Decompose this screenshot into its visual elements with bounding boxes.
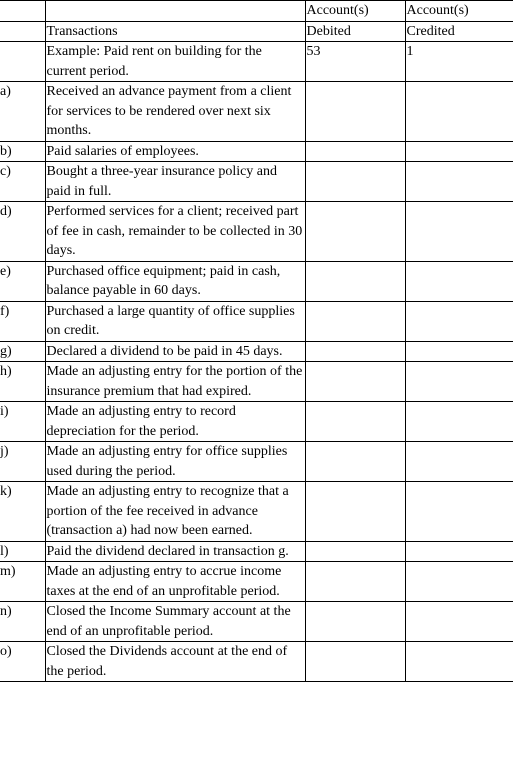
transaction-description: Paid salaries of employees. [45,141,305,162]
row-letter: i) [0,402,45,442]
debited-account-cell[interactable] [305,261,405,301]
credited-account-cell[interactable] [405,362,513,402]
row-letter: g) [0,341,45,362]
table-row [0,602,513,642]
credited-account-cell[interactable] [405,301,513,341]
row-letter: a) [0,82,45,142]
header-row-2 [0,21,513,42]
debited-account-cell[interactable] [305,541,405,562]
header-credited: Credited [405,21,513,42]
table-row [0,402,513,442]
table-row [0,442,513,482]
transaction-description: Performed services for a client; received part of fee in cash, remainder to be collected in 30 days. [45,202,305,262]
transaction-description: Made an adjusting entry for the portion of the insurance premium that had expired. [45,362,305,402]
debited-account-cell[interactable] [305,362,405,402]
table-row [0,362,513,402]
table-row [0,141,513,162]
debited-account-cell[interactable] [305,642,405,682]
transaction-description: Made an adjusting entry to record depreciation for the period. [45,402,305,442]
header-accounts-debited-top: Account(s) [305,1,405,22]
debited-account-cell[interactable] [305,341,405,362]
table-row [0,162,513,202]
header-accounts-credited-top: Account(s) [405,1,513,22]
credited-account-cell[interactable] [405,162,513,202]
header-cell-blank [45,1,305,22]
row-letter: c) [0,162,45,202]
row-letter: d) [0,202,45,262]
row-letter: j) [0,442,45,482]
table-row [0,82,513,142]
transaction-description: Bought a three-year insurance policy and paid in full. [45,162,305,202]
debited-account-cell[interactable] [305,442,405,482]
table-row [0,261,513,301]
table-body [0,1,513,682]
row-letter: f) [0,301,45,341]
row-letter: n) [0,602,45,642]
header-cell-letter [0,1,45,22]
table-row [0,482,513,542]
credited-account-cell[interactable] [405,141,513,162]
transaction-description: Purchased office equipment; paid in cash, balance payable in 60 days. [45,261,305,301]
debited-account-cell[interactable] [305,562,405,602]
header-debited: Debited [305,21,405,42]
credited-account-cell[interactable] [405,602,513,642]
debited-account-cell[interactable] [305,482,405,542]
credited-account-cell[interactable] [405,261,513,301]
transaction-description: Received an advance payment from a client for services to be rendered over next six months. [45,82,305,142]
credited-account-cell[interactable] [405,642,513,682]
table-row [0,202,513,262]
transaction-description: Made an adjusting entry to accrue income taxes at the end of an unprofitable period. [45,562,305,602]
credited-account-cell[interactable] [405,341,513,362]
transaction-description: Example: Paid rent on building for the current period. [45,42,305,82]
credited-account-cell[interactable] [405,562,513,602]
debited-account-cell[interactable] [305,82,405,142]
debited-account-cell[interactable] [305,141,405,162]
table-row [0,541,513,562]
debited-account-cell[interactable] [305,602,405,642]
row-letter: k) [0,482,45,542]
transaction-description: Purchased a large quantity of office supplies on credit. [45,301,305,341]
debited-account-cell[interactable] [305,402,405,442]
transaction-description: Made an adjusting entry to recognize that a portion of the fee received in advance (transaction a) had now been earned. [45,482,305,542]
row-letter: l) [0,541,45,562]
debited-account-cell[interactable] [305,301,405,341]
credited-account-cell[interactable] [405,541,513,562]
transaction-description: Closed the Income Summary account at the end of an unprofitable period. [45,602,305,642]
transaction-description: Paid the dividend declared in transaction g. [45,541,305,562]
header-transactions: Transactions [45,21,305,42]
transaction-description: Made an adjusting entry for office supplies used during the period. [45,442,305,482]
row-letter: e) [0,261,45,301]
transaction-description: Declared a dividend to be paid in 45 days. [45,341,305,362]
row-letter [0,42,45,82]
table-row [0,341,513,362]
credited-account-cell[interactable] [405,482,513,542]
row-letter: m) [0,562,45,602]
row-letter: o) [0,642,45,682]
table-row [0,642,513,682]
header-cell-letter-2 [0,21,45,42]
row-letter: h) [0,362,45,402]
debited-account-cell[interactable]: 53 [305,42,405,82]
transaction-description: Closed the Dividends account at the end of the period. [45,642,305,682]
table-row [0,301,513,341]
credited-account-cell[interactable] [405,82,513,142]
credited-account-cell[interactable] [405,202,513,262]
credited-account-cell[interactable]: 1 [405,42,513,82]
header-row-1 [0,1,513,22]
debited-account-cell[interactable] [305,162,405,202]
credited-account-cell[interactable] [405,402,513,442]
row-letter: b) [0,141,45,162]
table-row [0,562,513,602]
table-row [0,42,513,82]
debited-account-cell[interactable] [305,202,405,262]
credited-account-cell[interactable] [405,442,513,482]
